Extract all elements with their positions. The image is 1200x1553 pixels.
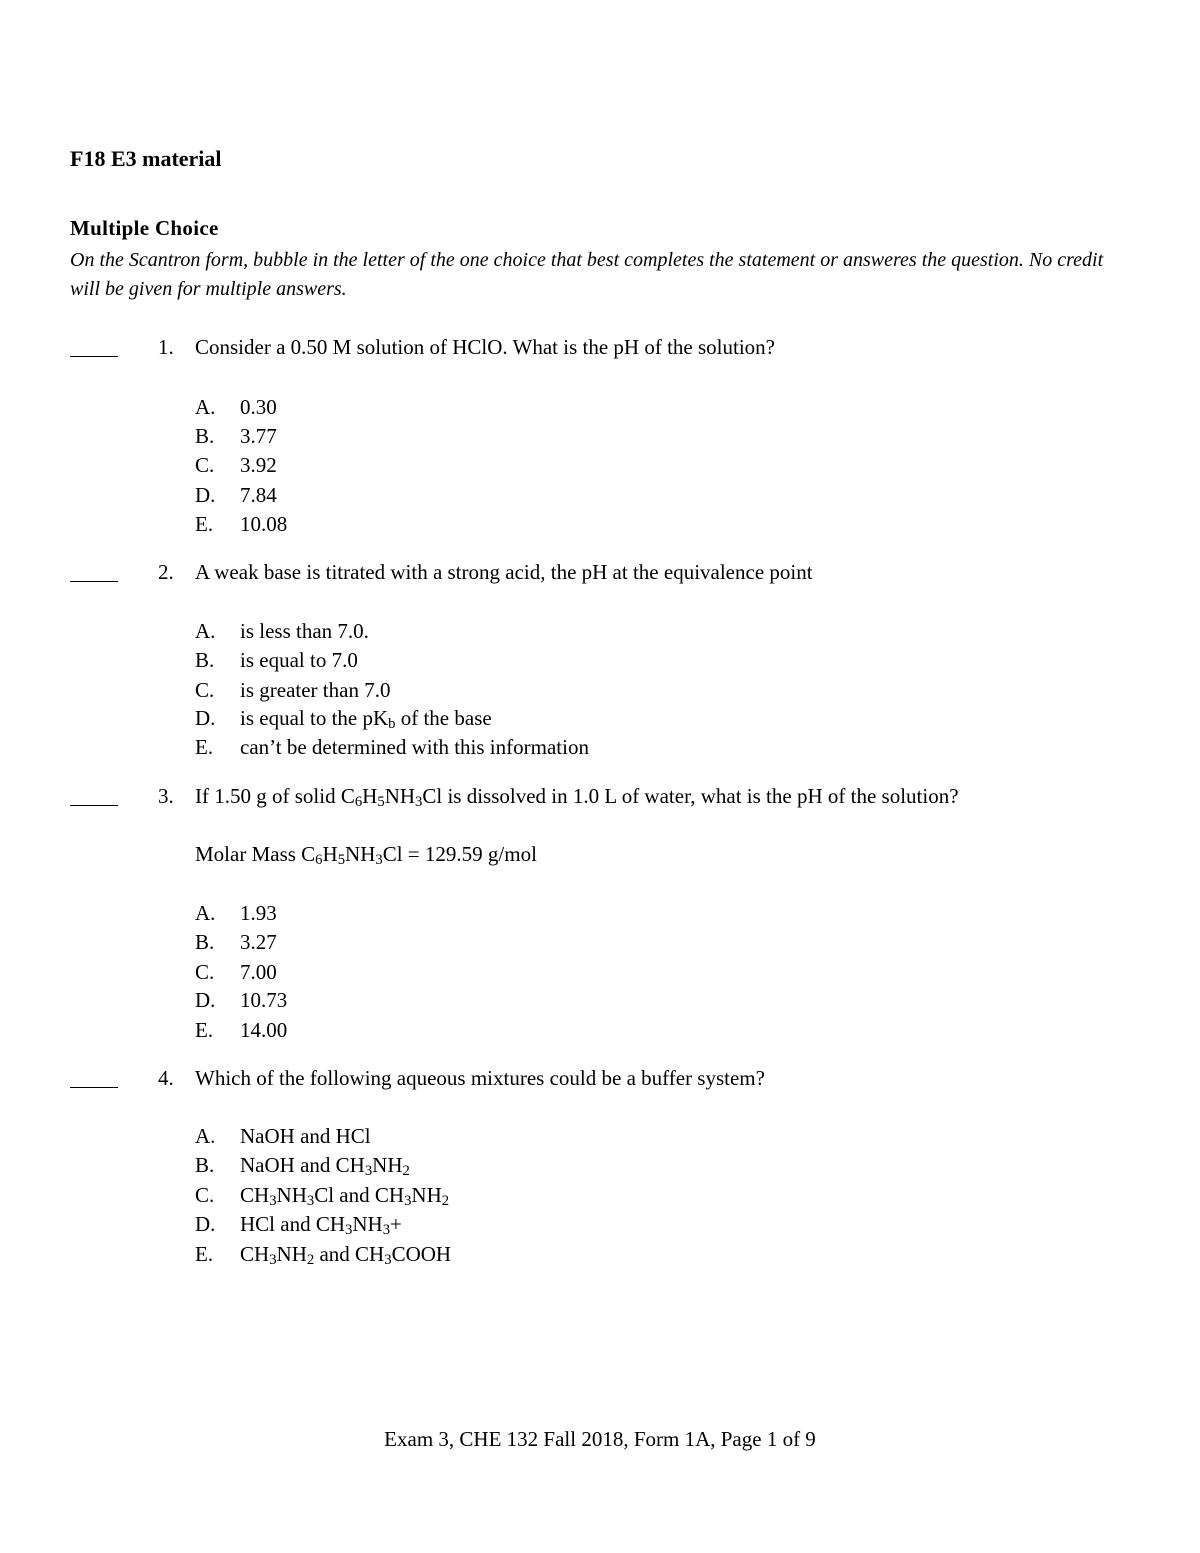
option-letter: A. — [195, 901, 216, 925]
option-text: 7.84 — [240, 483, 277, 507]
option-text — [240, 1242, 451, 1267]
question-number: 1. — [158, 335, 174, 359]
subscript: b — [388, 716, 396, 732]
option-letter: E. — [195, 512, 214, 536]
option-text: 1.93 — [240, 901, 277, 925]
option-letter: B. — [195, 424, 215, 448]
text-part: NH — [276, 1183, 307, 1207]
option-letter: A. — [195, 395, 216, 419]
text-part: NH — [352, 1212, 383, 1236]
text-part: NH — [372, 1153, 403, 1177]
text-part: NaOH and CH — [240, 1153, 365, 1177]
option-text-part: of the base — [395, 706, 492, 730]
option-letter: D. — [195, 988, 216, 1012]
document-title: F18 E3 material — [70, 146, 222, 171]
question-number: 3. — [158, 784, 174, 808]
subscript: 3 — [306, 1193, 315, 1209]
text-part: and CH — [314, 1242, 385, 1266]
subscript: 2 — [441, 1193, 450, 1209]
question-text: Consider a 0.50 M solution of HClO. What is the pH of the solution? — [195, 335, 775, 359]
option-letter: A. — [195, 1124, 216, 1148]
answer-blank-1[interactable] — [70, 356, 118, 357]
option-text: 3.27 — [240, 930, 277, 954]
text-part: NH — [384, 784, 416, 808]
instructions: On the Scantron form, bubble in the letter of the one choice that best completes the statement or answeres the question. No credit will be given for multiple answers. — [70, 249, 1104, 300]
subscript: 3 — [364, 1163, 373, 1179]
subscript: 5 — [337, 852, 346, 868]
text-part: Molar Mass C — [195, 842, 316, 866]
option-letter: A. — [195, 619, 216, 643]
question-text — [195, 784, 959, 809]
option-text: 0.30 — [240, 395, 277, 419]
option-text — [240, 1212, 402, 1237]
subscript: 3 — [269, 1252, 277, 1268]
text-part: NH — [276, 1242, 307, 1266]
option-letter: C. — [195, 678, 215, 702]
text-part: COOH — [391, 1242, 452, 1266]
option-text: 14.00 — [240, 1018, 288, 1042]
subscript: 3 — [384, 1252, 392, 1268]
text-part: NH — [345, 842, 376, 866]
option-text-part: is equal to the pK — [240, 706, 389, 730]
option-letter: B. — [195, 648, 215, 672]
subscript: 2 — [402, 1163, 410, 1179]
option-letter: D. — [195, 483, 216, 507]
molar-mass-note — [195, 842, 537, 867]
option-letter: E. — [195, 1242, 214, 1266]
option-text: 10.73 — [240, 988, 288, 1012]
text-part: H — [362, 784, 378, 808]
option-text: can’t be determined with this information — [240, 735, 589, 759]
text-part: NaOH and HCl — [240, 1124, 371, 1148]
text-part: Cl = 129.59 g/mol — [382, 842, 537, 866]
option-letter: B. — [195, 1153, 215, 1177]
subscript: 5 — [377, 794, 385, 810]
option-letter: C. — [195, 1183, 215, 1207]
option-text: is less than 7.0. — [240, 619, 369, 643]
page-footer: Exam 3, CHE 132 Fall 2018, Form 1A, Page 1 of 9 — [384, 1427, 816, 1451]
option-letter: E. — [195, 735, 214, 759]
subscript: 2 — [306, 1252, 315, 1268]
answer-blank-4[interactable] — [70, 1087, 118, 1088]
option-text: 7.00 — [240, 960, 277, 984]
option-letter: E. — [195, 1018, 214, 1042]
option-text — [240, 1153, 410, 1178]
option-letter: C. — [195, 453, 215, 477]
answer-blank-3[interactable] — [70, 805, 118, 806]
subscript: 3 — [269, 1193, 277, 1209]
section-heading: Multiple Choice — [70, 216, 219, 240]
question-number: 4. — [158, 1066, 174, 1090]
text-part: If 1.50 g of solid C — [195, 784, 355, 808]
option-letter: D. — [195, 706, 216, 730]
question-text: Which of the following aqueous mixtures could be a buffer system? — [195, 1066, 765, 1090]
option-text: is greater than 7.0 — [240, 678, 391, 702]
text-part: CH — [240, 1242, 270, 1266]
option-text: 3.77 — [240, 424, 277, 448]
option-text: is equal to 7.0 — [240, 648, 358, 672]
subscript: 3 — [345, 1222, 353, 1238]
answer-blank-2[interactable] — [70, 581, 118, 582]
option-text: 3.92 — [240, 453, 277, 477]
text-part: H — [322, 842, 338, 866]
subscript: 3 — [415, 794, 423, 810]
text-part: Cl and CH — [314, 1183, 405, 1207]
subscript: 6 — [354, 794, 363, 810]
text-part: CH — [240, 1183, 270, 1207]
subscript: 3 — [404, 1193, 412, 1209]
option-text — [240, 706, 492, 731]
option-letter: C. — [195, 960, 215, 984]
option-text — [240, 1183, 449, 1208]
option-letter: B. — [195, 930, 215, 954]
text-part: Cl is dissolved in 1.0 L of water, what is the pH of the solution? — [422, 784, 959, 808]
question-text: A weak base is titrated with a strong acid, the pH at the equivalence point — [195, 560, 813, 584]
question-number: 2. — [158, 560, 174, 584]
text-part: HCl and CH — [240, 1212, 345, 1236]
subscript: 6 — [315, 852, 323, 868]
text-part: NH — [411, 1183, 442, 1207]
subscript: 3 — [375, 852, 383, 868]
option-letter: D. — [195, 1212, 216, 1236]
option-text — [240, 1124, 371, 1149]
subscript: 3 — [382, 1222, 391, 1238]
text-part: + — [390, 1212, 402, 1236]
option-text: 10.08 — [240, 512, 288, 536]
